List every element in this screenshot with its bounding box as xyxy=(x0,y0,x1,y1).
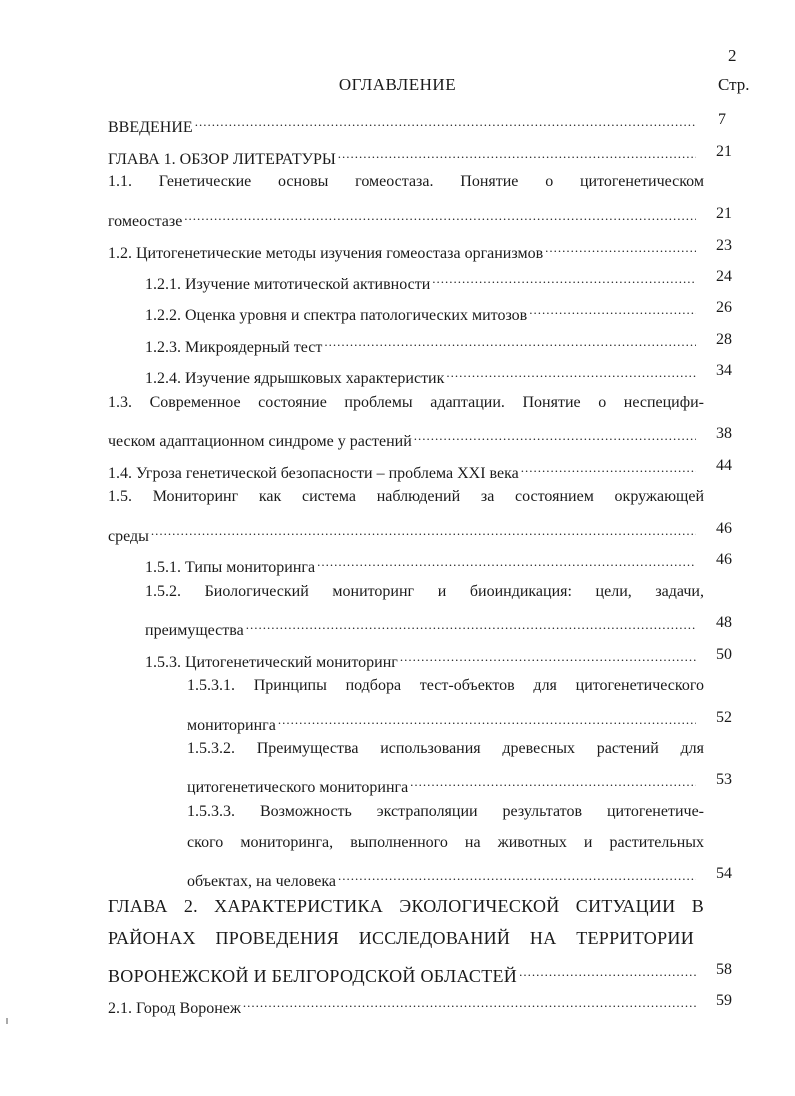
leader-dots xyxy=(410,768,696,792)
toc-page-number: 28 xyxy=(716,331,732,348)
toc-page-number: 50 xyxy=(716,646,732,663)
leader-dots xyxy=(521,454,696,478)
toc-entry-label: ГЛАВА 2. ХАРАКТЕРИСТИКА ЭКОЛОГИЧЕСКОЙ СИТУАЦИИ В xyxy=(108,896,704,916)
toc-entry-label: ГЛАВА 1. ОБЗОР ЛИТЕРАТУРЫ xyxy=(108,151,336,168)
toc-page-number: 44 xyxy=(716,457,732,474)
toc-entry-1-5-3-3-line2[interactable] xyxy=(187,831,704,855)
toc-entry-1-5-3-2-line2[interactable] xyxy=(187,768,700,796)
leader-dots xyxy=(545,234,696,258)
toc-entry-label: 1.3. Современное состояние проблемы адаптации. Понятие о неспецифи- xyxy=(108,394,704,411)
toc-page-number: 54 xyxy=(716,865,732,882)
toc-entry-label: ВОРОНЕЖСКОЙ И БЕЛГОРОДСКОЙ ОБЛАСТЕЙ xyxy=(108,966,518,986)
toc-page-number: 21 xyxy=(716,143,732,160)
toc-entry-label: гомеостазе xyxy=(108,213,183,230)
leader-dots xyxy=(184,202,696,226)
toc-entry-label: 1.2.1. Изучение митотической активности xyxy=(145,276,431,293)
toc-page-number: 48 xyxy=(716,614,732,631)
toc-entry-label: среды xyxy=(108,528,149,545)
toc-entry-label: 1.5.2. Биологический мониторинг и биоиндикация: цели, задачи, xyxy=(145,583,704,600)
leader-dots xyxy=(338,140,696,164)
leader-dots xyxy=(414,422,696,446)
toc-entry-label: ского мониторинга, выполненного на животных и растительных xyxy=(187,834,704,851)
toc-entry-label: ВВЕДЕНИЕ xyxy=(108,119,193,136)
toc-page-number: 7 xyxy=(718,111,726,128)
toc-entry-label: 1.5. Мониторинг как система наблюдений за состоянием окружающей xyxy=(108,488,704,505)
toc-entry-label: 1.5.3.1. Принципы подбора тест-объектов для цитогенетического xyxy=(187,677,704,694)
toc-page-number: 38 xyxy=(716,425,732,442)
toc-entry-1-1-line1[interactable] xyxy=(108,170,704,194)
toc-entry-1-5-1[interactable] xyxy=(145,548,700,576)
toc-entry-label: 1.5.3.3. Возможность экстраполяции результатов цитогенетиче- xyxy=(187,803,704,820)
leader-dots xyxy=(446,359,696,383)
toc-entry-1-2-4[interactable] xyxy=(145,359,700,387)
toc-entry-1-5-3-2-line1[interactable] xyxy=(187,737,704,761)
leader-dots xyxy=(246,611,696,635)
scan-mark xyxy=(6,1018,8,1024)
toc-page-number: 24 xyxy=(716,268,732,285)
toc-entry-label: преимущества xyxy=(145,622,244,639)
leader-dots xyxy=(400,643,696,667)
toc-entry-1-5-3-1-line1[interactable] xyxy=(187,674,704,698)
toc-entry-1-5-line2[interactable] xyxy=(108,517,700,545)
page-title: ОГЛАВЛЕНИЕ xyxy=(338,75,457,94)
toc-page-number: 34 xyxy=(716,362,732,379)
toc-entry-1-5-2-line2[interactable] xyxy=(145,611,700,639)
toc-entry-1-4[interactable] xyxy=(108,454,700,482)
toc-entry-label: 1.4. Угроза генетической безопасности – проблема XXI века xyxy=(108,465,519,482)
leader-dots xyxy=(151,517,696,541)
toc-entry-1-2-3[interactable] xyxy=(145,328,700,356)
toc-entry-label: цитогенетического мониторинга xyxy=(187,779,409,796)
toc-entry-1-2-2[interactable] xyxy=(145,296,700,324)
toc-page-number: 52 xyxy=(716,709,732,726)
toc-entry-1-5-2-line1[interactable] xyxy=(145,580,704,604)
toc-entry-chapter-2-line2[interactable] xyxy=(108,926,694,950)
toc-entry-1-5-3-3-line1[interactable] xyxy=(187,800,704,824)
toc-entry-chapter-2-line1[interactable] xyxy=(108,894,704,918)
toc-entry-label: ческом адаптационном синдроме у растений xyxy=(108,433,412,450)
leader-dots xyxy=(432,265,696,289)
toc-entry-1-5-line1[interactable] xyxy=(108,485,704,509)
toc-page-number: 46 xyxy=(716,520,732,537)
toc-entry-1-5-3-1-line2[interactable] xyxy=(187,706,700,734)
toc-entry-1-3-line1[interactable] xyxy=(108,391,704,415)
toc-entry-label: 2.1. Город Воронеж xyxy=(108,1000,241,1017)
toc-entry-1-2[interactable] xyxy=(108,234,700,262)
toc-entry-1-1-line2[interactable] xyxy=(108,202,700,230)
toc-entry-label: 1.2.3. Микроядерный тест xyxy=(145,339,323,356)
toc-entry-2-1[interactable] xyxy=(108,989,700,1017)
toc-entry-label: 1.5.3. Цитогенетический мониторинг xyxy=(145,654,398,671)
leader-dots xyxy=(324,328,696,352)
toc-page-number: 46 xyxy=(716,551,732,568)
toc-entry-chapter-1[interactable] xyxy=(108,140,700,168)
toc-page-number: 21 xyxy=(716,205,732,222)
toc-entry-1-5-3[interactable] xyxy=(145,643,700,671)
toc-entry-label: 1.5.3.2. Преимущества использования древесных растений для xyxy=(187,740,704,757)
toc-entry-1-3-line2[interactable] xyxy=(108,422,700,450)
leader-dots xyxy=(317,548,696,572)
leader-dots xyxy=(519,958,696,982)
toc-page-number: 53 xyxy=(716,771,732,788)
toc-entry-1-2-1[interactable] xyxy=(145,265,700,293)
toc-entry-label: 1.2.4. Изучение ядрышковых характеристик xyxy=(145,370,445,387)
toc-entry-label: 1.1. Генетические основы гомеостаза. Понятие о цитогенетическом xyxy=(108,173,704,190)
toc-page-number: 23 xyxy=(716,237,732,254)
toc-page-number: 59 xyxy=(716,992,732,1009)
page-number: 2 xyxy=(728,46,737,65)
leader-dots xyxy=(195,108,696,132)
leader-dots xyxy=(338,862,696,886)
page-column-label: Стр. xyxy=(718,75,750,94)
toc-entry-1-5-3-3-line3[interactable] xyxy=(187,862,700,890)
leader-dots xyxy=(529,296,696,320)
toc-entry-label: мониторинга xyxy=(187,717,276,734)
leader-dots xyxy=(243,989,696,1013)
toc-page-number: 26 xyxy=(716,299,732,316)
toc-entry-chapter-2-line3[interactable] xyxy=(108,958,700,986)
toc-entry-label: 1.5.1. Типы мониторинга xyxy=(145,559,316,576)
toc-entry-label: 1.2.2. Оценка уровня и спектра патологических митозов xyxy=(145,307,528,324)
toc-entry-introduction[interactable] xyxy=(108,108,700,136)
toc-entry-label: объектах, на человека xyxy=(187,873,336,890)
toc-entry-label: РАЙОНАХ ПРОВЕДЕНИЯ ИССЛЕДОВАНИЙ НА ТЕРРИТОРИИ xyxy=(108,928,694,948)
toc-page-number: 58 xyxy=(716,961,732,978)
toc-entry-label: 1.2. Цитогенетические методы изучения гомеостаза организмов xyxy=(108,245,544,262)
leader-dots xyxy=(278,706,696,730)
